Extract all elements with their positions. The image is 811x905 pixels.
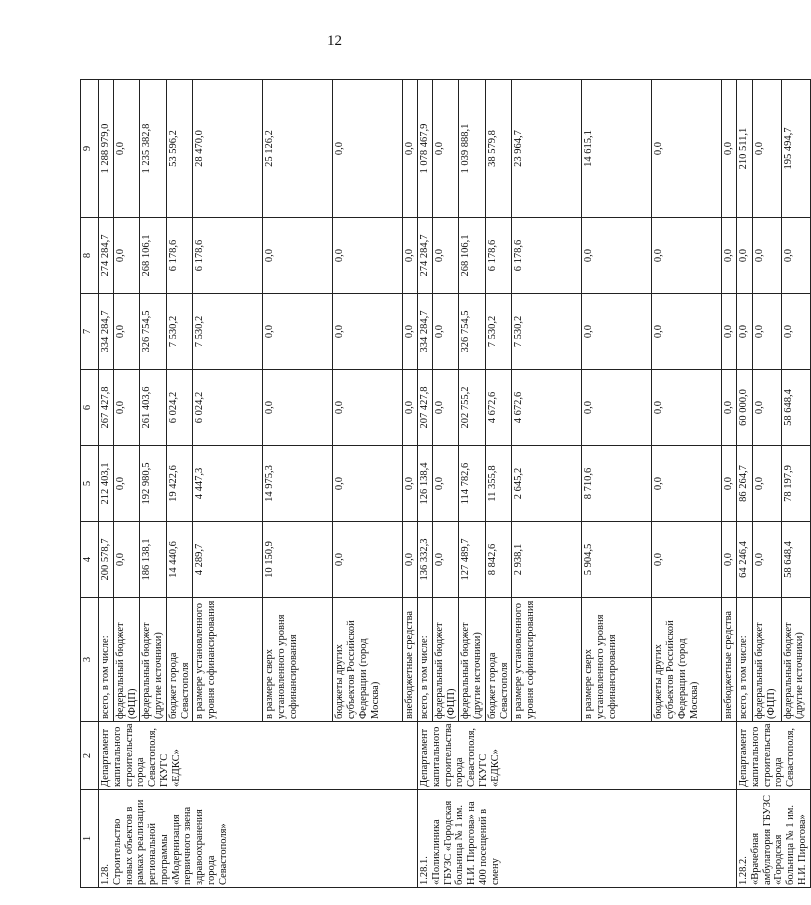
amount-cell: 64 246,4 — [737, 522, 753, 598]
amount-cell: 0,0 — [113, 370, 140, 446]
amount-cell: 8 710,6 — [582, 446, 652, 522]
amount-cell: 0,0 — [333, 446, 403, 522]
amount-cell: 207 427,8 — [418, 370, 433, 446]
amount-cell: 0,0 — [263, 370, 333, 446]
amount-cell: 268 106,1 — [140, 218, 167, 294]
amount-cell: 7 530,2 — [485, 294, 512, 370]
funding-source-cell: в размере сверх установленного уровня софинансирования — [263, 598, 333, 722]
amount-cell: 192 980,5 — [140, 446, 167, 522]
amount-cell: 202 755,2 — [459, 370, 486, 446]
funding-source-cell: федеральный бюджет (ФЦП) — [753, 598, 782, 722]
amount-cell: 10 150,9 — [263, 522, 333, 598]
amount-cell: 0,0 — [333, 522, 403, 598]
amount-cell: 28 470,0 — [193, 80, 263, 218]
funding-source-cell: федеральный бюджет (другие источники) — [140, 598, 167, 722]
amount-cell: 0,0 — [753, 446, 782, 522]
amount-cell: 0,0 — [753, 294, 782, 370]
amount-cell: 267 427,8 — [99, 370, 114, 446]
amount-cell: 136 332,3 — [418, 522, 433, 598]
amount-cell: 7 530,2 — [512, 294, 582, 370]
amount-cell: 334 284,7 — [418, 294, 433, 370]
amount-cell: 0,0 — [403, 218, 418, 294]
amount-cell: 6 178,6 — [512, 218, 582, 294]
amount-cell: 0,0 — [113, 80, 140, 218]
funding-source-cell: всего, в том числе: — [418, 598, 433, 722]
funding-source-cell: внебюджетные средства — [722, 598, 737, 722]
table-row — [418, 80, 433, 888]
budget-table — [80, 79, 811, 888]
amount-cell: 0,0 — [737, 218, 753, 294]
amount-cell: 210 511,1 — [737, 80, 753, 218]
amount-cell: 0,0 — [753, 522, 782, 598]
amount-cell: 23 964,7 — [512, 80, 582, 218]
amount-cell: 0,0 — [432, 446, 459, 522]
amount-cell: 0,0 — [263, 218, 333, 294]
amount-cell: 0,0 — [113, 218, 140, 294]
amount-cell: 0,0 — [113, 446, 140, 522]
amount-cell: 274 284,7 — [418, 218, 433, 294]
amount-cell: 6 178,6 — [193, 218, 263, 294]
amount-cell: 0,0 — [582, 294, 652, 370]
amount-cell: 334 284,7 — [99, 294, 114, 370]
amount-cell: 0,0 — [403, 80, 418, 218]
amount-cell: 0,0 — [722, 446, 737, 522]
amount-cell: 0,0 — [432, 370, 459, 446]
amount-cell: 0,0 — [781, 218, 810, 294]
amount-cell: 261 403,6 — [140, 370, 167, 446]
amount-cell: 6 024,2 — [166, 370, 193, 446]
amount-cell: 0,0 — [113, 294, 140, 370]
item-name: «Поликлиника ГБУЗС «Городская больница № 1 им. Н.И. Пирогова» на 400 посещений в смену — [430, 800, 501, 885]
amount-cell: 0,0 — [781, 294, 810, 370]
amount-cell: 200 578,7 — [99, 522, 114, 598]
amount-cell: 0,0 — [403, 294, 418, 370]
amount-cell: 127 489,7 — [459, 522, 486, 598]
amount-cell: 0,0 — [582, 370, 652, 446]
amount-cell: 6 178,6 — [166, 218, 193, 294]
amount-cell: 4 447,3 — [193, 446, 263, 522]
header-cell: 4 — [81, 522, 99, 598]
amount-cell: 0,0 — [753, 80, 782, 218]
funding-source-cell: всего, в том числе: — [99, 598, 114, 722]
amount-cell: 1 288 979,0 — [99, 80, 114, 218]
amount-cell: 0,0 — [722, 218, 737, 294]
amount-cell: 1 039 888,1 — [459, 80, 486, 218]
amount-cell: 58 648,4 — [781, 370, 810, 446]
amount-cell: 19 422,6 — [166, 446, 193, 522]
amount-cell: 0,0 — [652, 522, 722, 598]
funding-source-cell: федеральный бюджет (другие источники) — [781, 598, 810, 722]
amount-cell: 78 197,9 — [781, 446, 810, 522]
amount-cell: 0,0 — [403, 446, 418, 522]
amount-cell: 195 494,7 — [781, 80, 810, 218]
amount-cell: 0,0 — [722, 522, 737, 598]
item-name-cell — [99, 790, 418, 888]
amount-cell: 186 138,1 — [140, 522, 167, 598]
header-cell: 2 — [81, 722, 99, 790]
amount-cell: 0,0 — [432, 218, 459, 294]
amount-cell: 0,0 — [432, 80, 459, 218]
header-cell: 6 — [81, 370, 99, 446]
funding-source-cell: всего, в том числе: — [737, 598, 753, 722]
executor-cell: Департамент капитального строительства города Севастополя, ГКУГС «ЕДКС» — [99, 722, 418, 790]
amount-cell: 8 842,6 — [485, 522, 512, 598]
funding-source-cell: в размере сверх установленного уровня софинансирования — [582, 598, 652, 722]
item-name: Строительство новых объектов в рамках реализации региональной программы «Модернизация первичного звена здравоохранения города Севастополя» — [111, 799, 229, 885]
amount-cell: 2 645,2 — [512, 446, 582, 522]
amount-cell: 0,0 — [333, 370, 403, 446]
table-row — [737, 80, 753, 888]
amount-cell: 0,0 — [722, 80, 737, 218]
table-row — [99, 80, 114, 888]
amount-cell: 58 648,4 — [781, 522, 810, 598]
amount-cell: 326 754,5 — [140, 294, 167, 370]
amount-cell: 53 596,2 — [166, 80, 193, 218]
amount-cell: 274 284,7 — [99, 218, 114, 294]
amount-cell: 4 289,7 — [193, 522, 263, 598]
funding-source-cell: федеральный бюджет (ФЦП) — [113, 598, 140, 722]
funding-source-cell: внебюджетные средства — [403, 598, 418, 722]
amount-cell: 0,0 — [652, 370, 722, 446]
amount-cell: 14 615,1 — [582, 80, 652, 218]
amount-cell: 25 126,2 — [263, 80, 333, 218]
amount-cell: 0,0 — [403, 370, 418, 446]
amount-cell: 0,0 — [113, 522, 140, 598]
amount-cell: 0,0 — [263, 294, 333, 370]
item-code: 1.28.1. — [419, 856, 430, 885]
header-cell: 1 — [81, 790, 99, 888]
funding-source-cell: бюджеты других субъектов Российской Федерации (город Москва) — [333, 598, 403, 722]
amount-cell: 5 904,5 — [582, 522, 652, 598]
amount-cell: 0,0 — [432, 294, 459, 370]
header-cell: 9 — [81, 80, 99, 218]
amount-cell: 60 000,0 — [737, 370, 753, 446]
amount-cell: 268 106,1 — [459, 218, 486, 294]
header-cell: 7 — [81, 294, 99, 370]
funding-source-cell: бюджет города Севастополя — [166, 598, 193, 722]
amount-cell: 7 530,2 — [166, 294, 193, 370]
executor-cell: Департамент капитального строительства города Севастополя, ГКУГС «ЕДКС» — [418, 722, 737, 790]
amount-cell: 38 579,8 — [485, 80, 512, 218]
amount-cell: 0,0 — [652, 80, 722, 218]
amount-cell: 0,0 — [333, 218, 403, 294]
amount-cell: 14 440,6 — [166, 522, 193, 598]
funding-source-cell: в размере установленного уровня софинансирования — [193, 598, 263, 722]
amount-cell: 11 355,8 — [485, 446, 512, 522]
amount-cell: 4 672,6 — [485, 370, 512, 446]
amount-cell: 0,0 — [737, 294, 753, 370]
amount-cell: 0,0 — [333, 294, 403, 370]
amount-cell: 0,0 — [333, 80, 403, 218]
page-number: 12 — [327, 33, 342, 49]
item-code: 1.28. — [100, 864, 111, 885]
rotated-table-wrapper — [80, 80, 808, 888]
amount-cell: 0,0 — [722, 294, 737, 370]
amount-cell: 0,0 — [652, 446, 722, 522]
item-name-cell — [418, 790, 737, 888]
amount-cell: 14 975,3 — [263, 446, 333, 522]
funding-source-cell: бюджеты других субъектов Российской Федерации (город Москва) — [652, 598, 722, 722]
amount-cell: 326 754,5 — [459, 294, 486, 370]
item-name: «Врачебная амбулатория ГБУЗС «Городская больница № 1 им. Н.И. Пирогова» — [749, 795, 808, 885]
funding-source-cell: в размере установленного уровня софинансирования — [512, 598, 582, 722]
amount-cell: 0,0 — [652, 218, 722, 294]
amount-cell: 1 235 382,8 — [140, 80, 167, 218]
amount-cell: 0,0 — [753, 218, 782, 294]
funding-source-cell: федеральный бюджет (ФЦП) — [432, 598, 459, 722]
amount-cell: 126 138,4 — [418, 446, 433, 522]
funding-source-cell: бюджет города Севастополя — [485, 598, 512, 722]
header-cell: 3 — [81, 598, 99, 722]
executor-cell: Департамент капитального строительства города Севастополя, — [737, 722, 811, 790]
amount-cell: 86 264,7 — [737, 446, 753, 522]
header-cell: 8 — [81, 218, 99, 294]
amount-cell: 7 530,2 — [193, 294, 263, 370]
header-cell: 5 — [81, 446, 99, 522]
item-code: 1.28.2. — [738, 856, 749, 885]
amount-cell: 114 782,6 — [459, 446, 486, 522]
amount-cell: 1 078 467,9 — [418, 80, 433, 218]
header-row — [81, 80, 99, 888]
amount-cell: 2 938,1 — [512, 522, 582, 598]
amount-cell: 0,0 — [753, 370, 782, 446]
funding-source-cell: федеральный бюджет (другие источники) — [459, 598, 486, 722]
amount-cell: 0,0 — [722, 370, 737, 446]
item-name-cell — [737, 790, 811, 888]
amount-cell: 4 672,6 — [512, 370, 582, 446]
amount-cell: 212 403,1 — [99, 446, 114, 522]
amount-cell: 0,0 — [403, 522, 418, 598]
amount-cell: 6 024,2 — [193, 370, 263, 446]
amount-cell: 6 178,6 — [485, 218, 512, 294]
amount-cell: 0,0 — [652, 294, 722, 370]
amount-cell: 0,0 — [432, 522, 459, 598]
amount-cell: 0,0 — [582, 218, 652, 294]
